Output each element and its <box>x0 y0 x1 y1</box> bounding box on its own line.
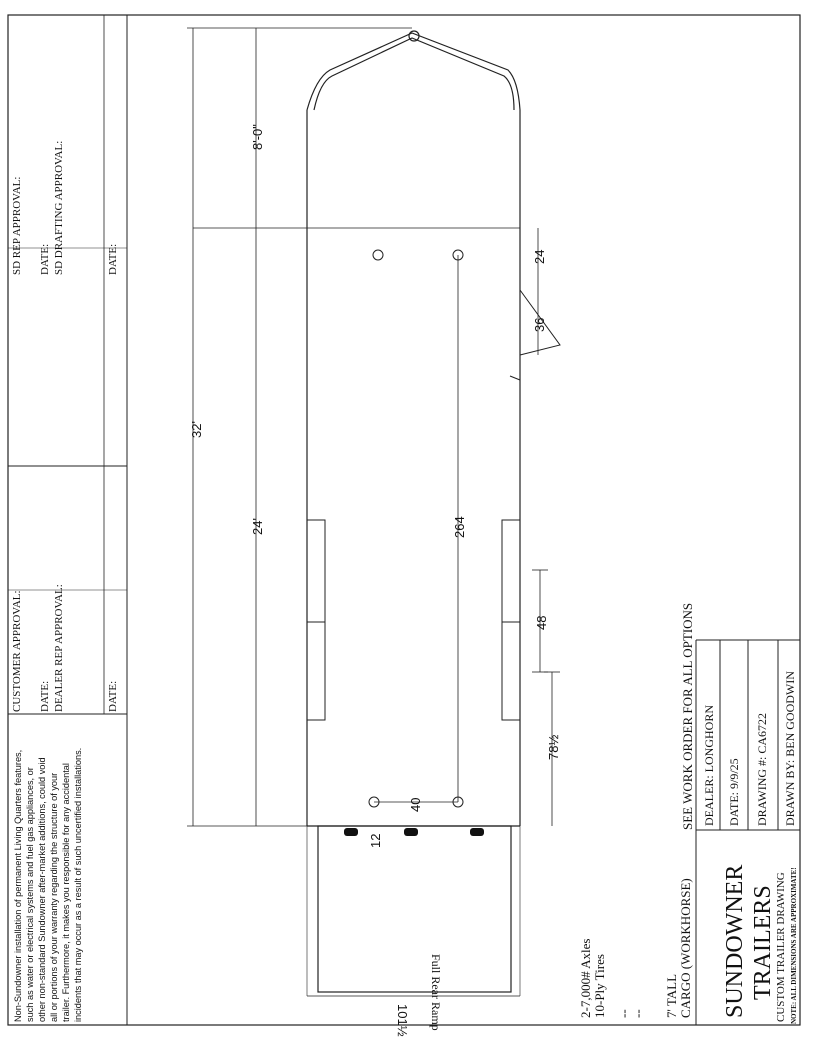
spec-model: CARGO (WORKHORSE) <box>678 878 693 1018</box>
customer-approval-label: CUSTOMER APPROVAL: <box>11 590 23 712</box>
disclaimer-line-3: other non-standard Sundowner after-market additions, could void <box>37 757 47 1022</box>
disclaimer-line-6: incidents that may occur as a result of such uncertified installations. <box>73 747 83 1022</box>
sd-rep-approval-label: SD REP APPROVAL: <box>11 176 23 275</box>
trailer-outline <box>193 31 520 826</box>
dim-box: 24' <box>250 518 265 535</box>
dim-ramp-width: 101½ <box>395 1004 410 1037</box>
dim-axle-span: 264 <box>452 516 467 538</box>
dimension-lines <box>187 28 560 996</box>
disclaimer-line-4: all or portions of your warranty regarding the structure of your <box>49 772 59 1022</box>
spec-tires: 10-Ply Tires <box>592 954 607 1018</box>
title-block-text <box>680 603 798 1024</box>
dim-nose: 8'-0" <box>250 124 265 150</box>
spec-blank-1: -- <box>616 1009 631 1018</box>
spec-blank-2: -- <box>630 1009 645 1018</box>
side-door <box>510 290 560 380</box>
approval-fields <box>11 141 119 712</box>
dim-overall: 32' <box>189 421 204 438</box>
brand-line-2: TRAILERS <box>750 885 776 1000</box>
date-label-4: DATE: <box>107 243 119 275</box>
date-label-2: DATE: <box>107 680 119 712</box>
date-field: DATE: 9/9/25 <box>727 758 741 826</box>
see-work-order: SEE WORK ORDER FOR ALL OPTIONS <box>680 602 695 830</box>
marker-circles <box>369 250 463 807</box>
drawing-type: CUSTOM TRAILER DRAWING <box>775 872 787 1022</box>
sd-drafting-approval-label: SD DRAFTING APPROVAL: <box>53 140 65 275</box>
spec-tall: 7' TALL <box>664 973 679 1018</box>
disclaimer-line-1: Non-Sundowner installation of permanent Living Quarters features, <box>13 749 23 1022</box>
brand-line-1: SUNDOWNER <box>722 864 748 1018</box>
date-label-3: DATE: <box>39 243 51 275</box>
drawn-by-field: DRAWN BY: BEN GOODWIN <box>783 671 797 826</box>
dim-rear-offset: 78½ <box>546 734 561 760</box>
dim-door-width: 36 <box>532 317 547 332</box>
dim-rear-drop: 40 <box>408 797 423 812</box>
disclaimer-line-2: such as water or electrical systems and fuel gas appliances, or <box>25 767 35 1022</box>
ramp-label: Full Rear Ramp <box>429 954 443 1031</box>
spec-axles: 2-7,000# Axles <box>578 938 593 1018</box>
dimension-labels <box>189 124 561 1037</box>
specs <box>578 878 693 1018</box>
dealer-field: DEALER: LONGHORN <box>702 705 716 826</box>
dim-fender: 48 <box>534 615 549 630</box>
drawing-number-field: DRAWING #: CA6722 <box>755 712 769 826</box>
dim-door-offset: 24 <box>532 249 547 264</box>
date-label-1: DATE: <box>39 680 51 712</box>
dim-rear-edge: 12 <box>368 833 383 848</box>
approx-note: NOTE: ALL DIMENSIONS ARE APPROXIMATE! <box>790 867 798 1024</box>
disclaimer-line-5: trailer. Furthermore, it makes you responsible for any accidental <box>61 763 71 1022</box>
fenders <box>307 520 520 720</box>
disclaimer <box>13 748 83 1022</box>
tail-lights <box>344 828 484 836</box>
rear-ramp <box>307 826 520 996</box>
dealer-rep-approval-label: DEALER REP APPROVAL: <box>53 584 65 712</box>
